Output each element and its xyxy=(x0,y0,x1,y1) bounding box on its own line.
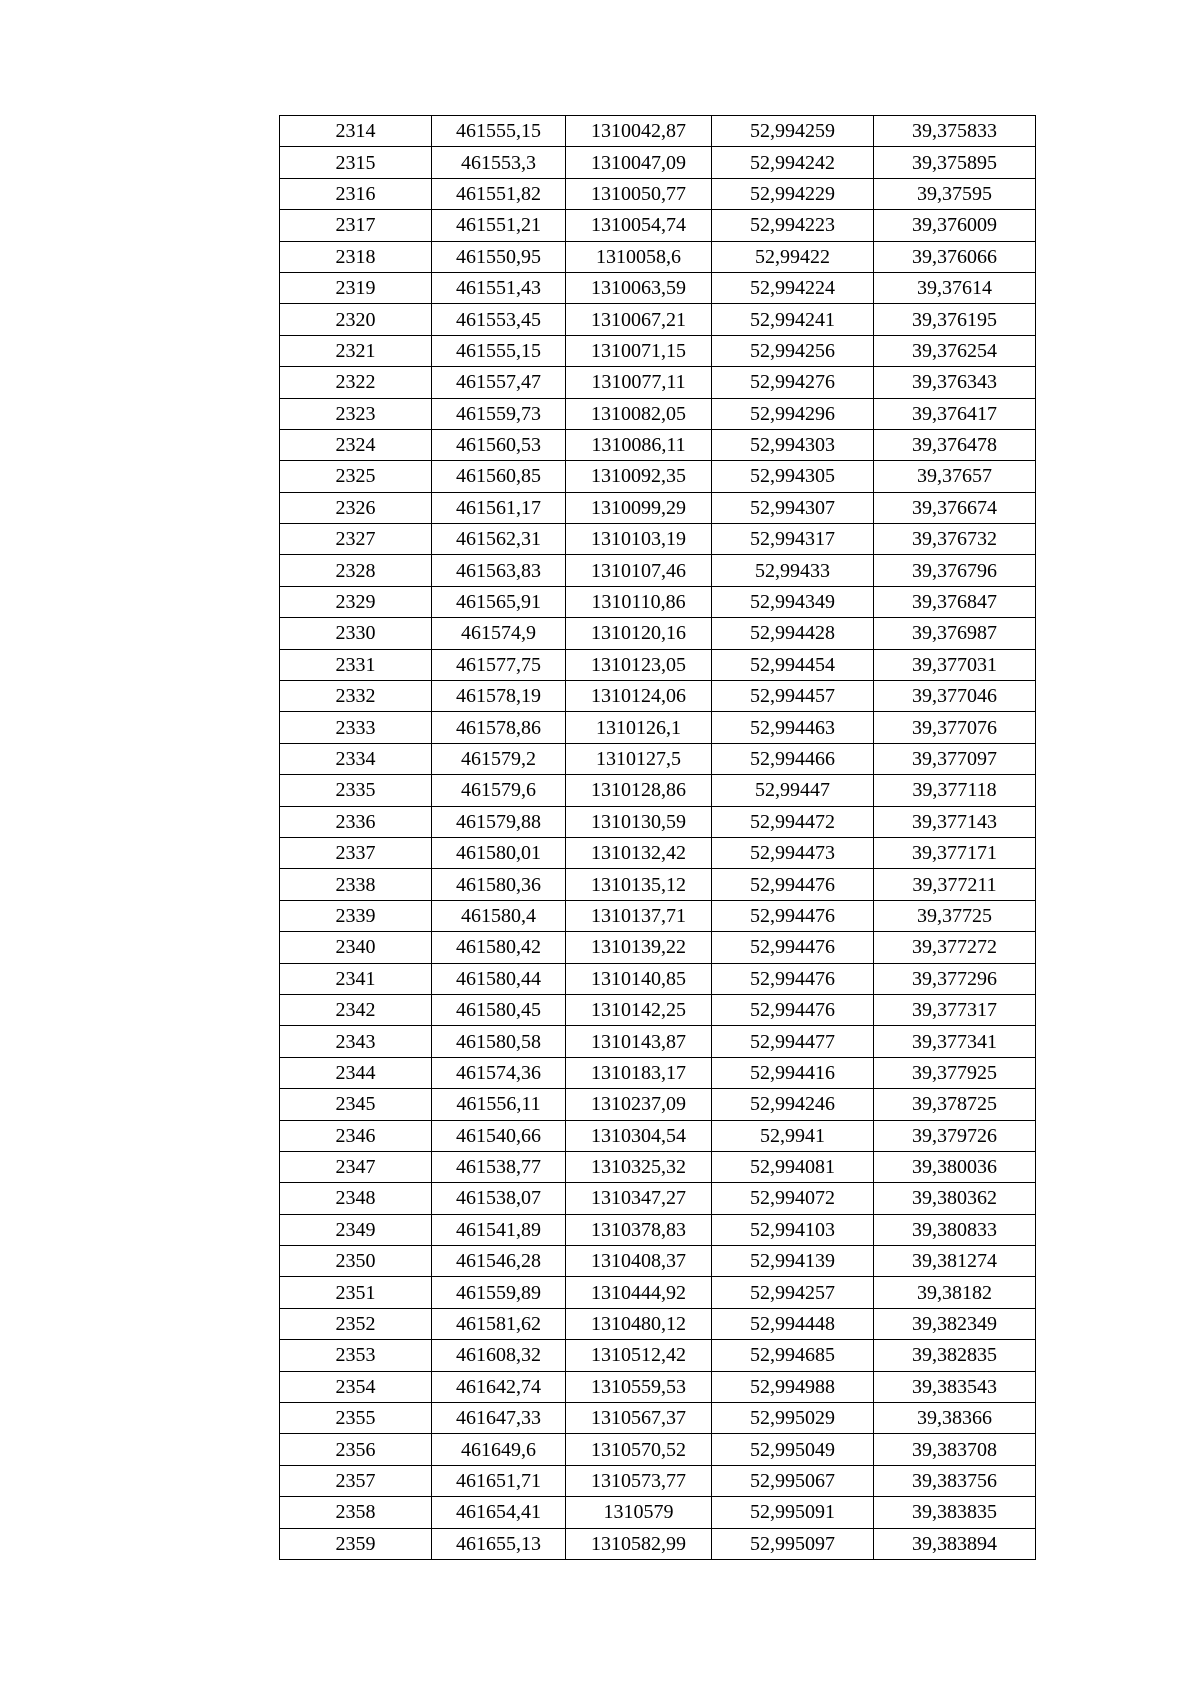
point-number-cell: 2354 xyxy=(280,1371,432,1402)
point-number-cell: 2321 xyxy=(280,335,432,366)
latitude-cell: 52,994349 xyxy=(712,586,874,617)
y-coordinate-cell: 1310067,21 xyxy=(566,304,712,335)
y-coordinate-cell: 1310137,71 xyxy=(566,900,712,931)
point-number-cell: 2335 xyxy=(280,775,432,806)
latitude-cell: 52,9941 xyxy=(712,1120,874,1151)
x-coordinate-cell: 461555,15 xyxy=(432,335,566,366)
longitude-cell: 39,376987 xyxy=(874,618,1036,649)
longitude-cell: 39,376343 xyxy=(874,367,1036,398)
point-number-cell: 2329 xyxy=(280,586,432,617)
table-row xyxy=(280,900,1036,931)
table-row xyxy=(280,1308,1036,1339)
longitude-cell: 39,377118 xyxy=(874,775,1036,806)
x-coordinate-cell: 461559,89 xyxy=(432,1277,566,1308)
latitude-cell: 52,995091 xyxy=(712,1497,874,1528)
x-coordinate-cell: 461579,2 xyxy=(432,743,566,774)
point-number-cell: 2347 xyxy=(280,1151,432,1182)
table-row xyxy=(280,837,1036,868)
table-row xyxy=(280,178,1036,209)
longitude-cell: 39,376847 xyxy=(874,586,1036,617)
latitude-cell: 52,994685 xyxy=(712,1340,874,1371)
table-row xyxy=(280,994,1036,1025)
point-number-cell: 2345 xyxy=(280,1089,432,1120)
point-number-cell: 2353 xyxy=(280,1340,432,1371)
table-row xyxy=(280,461,1036,492)
y-coordinate-cell: 1310378,83 xyxy=(566,1214,712,1245)
x-coordinate-cell: 461551,21 xyxy=(432,210,566,241)
point-number-cell: 2352 xyxy=(280,1308,432,1339)
longitude-cell: 39,376417 xyxy=(874,398,1036,429)
longitude-cell: 39,38182 xyxy=(874,1277,1036,1308)
y-coordinate-cell: 1310107,46 xyxy=(566,555,712,586)
latitude-cell: 52,994448 xyxy=(712,1308,874,1339)
table-row xyxy=(280,1465,1036,1496)
table-row xyxy=(280,1214,1036,1245)
table-row xyxy=(280,429,1036,460)
y-coordinate-cell: 1310042,87 xyxy=(566,116,712,147)
longitude-cell: 39,377211 xyxy=(874,869,1036,900)
point-number-cell: 2327 xyxy=(280,524,432,555)
latitude-cell: 52,994477 xyxy=(712,1026,874,1057)
x-coordinate-cell: 461551,43 xyxy=(432,272,566,303)
x-coordinate-cell: 461580,58 xyxy=(432,1026,566,1057)
point-number-cell: 2320 xyxy=(280,304,432,335)
table-row xyxy=(280,869,1036,900)
longitude-cell: 39,376066 xyxy=(874,241,1036,272)
y-coordinate-cell: 1310128,86 xyxy=(566,775,712,806)
table-row xyxy=(280,1089,1036,1120)
coordinates-table xyxy=(279,115,1036,1560)
latitude-cell: 52,995067 xyxy=(712,1465,874,1496)
longitude-cell: 39,376732 xyxy=(874,524,1036,555)
latitude-cell: 52,994476 xyxy=(712,900,874,931)
table-row xyxy=(280,586,1036,617)
y-coordinate-cell: 1310512,42 xyxy=(566,1340,712,1371)
point-number-cell: 2350 xyxy=(280,1246,432,1277)
table-row xyxy=(280,1120,1036,1151)
x-coordinate-cell: 461551,82 xyxy=(432,178,566,209)
point-number-cell: 2358 xyxy=(280,1497,432,1528)
latitude-cell: 52,994416 xyxy=(712,1057,874,1088)
y-coordinate-cell: 1310124,06 xyxy=(566,681,712,712)
x-coordinate-cell: 461608,32 xyxy=(432,1340,566,1371)
latitude-cell: 52,994428 xyxy=(712,618,874,649)
y-coordinate-cell: 1310325,32 xyxy=(566,1151,712,1182)
y-coordinate-cell: 1310050,77 xyxy=(566,178,712,209)
x-coordinate-cell: 461556,11 xyxy=(432,1089,566,1120)
y-coordinate-cell: 1310444,92 xyxy=(566,1277,712,1308)
longitude-cell: 39,383756 xyxy=(874,1465,1036,1496)
point-number-cell: 2326 xyxy=(280,492,432,523)
latitude-cell: 52,994246 xyxy=(712,1089,874,1120)
table-row xyxy=(280,524,1036,555)
latitude-cell: 52,994276 xyxy=(712,367,874,398)
point-number-cell: 2355 xyxy=(280,1403,432,1434)
y-coordinate-cell: 1310132,42 xyxy=(566,837,712,868)
latitude-cell: 52,994223 xyxy=(712,210,874,241)
y-coordinate-cell: 1310120,16 xyxy=(566,618,712,649)
longitude-cell: 39,37657 xyxy=(874,461,1036,492)
y-coordinate-cell: 1310140,85 xyxy=(566,963,712,994)
longitude-cell: 39,377272 xyxy=(874,932,1036,963)
y-coordinate-cell: 1310054,74 xyxy=(566,210,712,241)
point-number-cell: 2344 xyxy=(280,1057,432,1088)
latitude-cell: 52,99447 xyxy=(712,775,874,806)
y-coordinate-cell: 1310047,09 xyxy=(566,147,712,178)
latitude-cell: 52,994242 xyxy=(712,147,874,178)
x-coordinate-cell: 461563,83 xyxy=(432,555,566,586)
table-row xyxy=(280,712,1036,743)
longitude-cell: 39,383894 xyxy=(874,1528,1036,1559)
y-coordinate-cell: 1310480,12 xyxy=(566,1308,712,1339)
x-coordinate-cell: 461557,47 xyxy=(432,367,566,398)
y-coordinate-cell: 1310143,87 xyxy=(566,1026,712,1057)
point-number-cell: 2336 xyxy=(280,806,432,837)
longitude-cell: 39,376796 xyxy=(874,555,1036,586)
latitude-cell: 52,995029 xyxy=(712,1403,874,1434)
latitude-cell: 52,994257 xyxy=(712,1277,874,1308)
y-coordinate-cell: 1310063,59 xyxy=(566,272,712,303)
latitude-cell: 52,99422 xyxy=(712,241,874,272)
table-row xyxy=(280,649,1036,680)
y-coordinate-cell: 1310347,27 xyxy=(566,1183,712,1214)
x-coordinate-cell: 461580,01 xyxy=(432,837,566,868)
y-coordinate-cell: 1310099,29 xyxy=(566,492,712,523)
longitude-cell: 39,377097 xyxy=(874,743,1036,774)
longitude-cell: 39,376478 xyxy=(874,429,1036,460)
x-coordinate-cell: 461538,77 xyxy=(432,1151,566,1182)
latitude-cell: 52,994307 xyxy=(712,492,874,523)
point-number-cell: 2331 xyxy=(280,649,432,680)
table-row xyxy=(280,1246,1036,1277)
y-coordinate-cell: 1310582,99 xyxy=(566,1528,712,1559)
longitude-cell: 39,382835 xyxy=(874,1340,1036,1371)
longitude-cell: 39,37595 xyxy=(874,178,1036,209)
y-coordinate-cell: 1310567,37 xyxy=(566,1403,712,1434)
table-row xyxy=(280,743,1036,774)
table-row xyxy=(280,932,1036,963)
longitude-cell: 39,376009 xyxy=(874,210,1036,241)
longitude-cell: 39,376254 xyxy=(874,335,1036,366)
point-number-cell: 2322 xyxy=(280,367,432,398)
latitude-cell: 52,995049 xyxy=(712,1434,874,1465)
x-coordinate-cell: 461546,28 xyxy=(432,1246,566,1277)
table-row xyxy=(280,335,1036,366)
y-coordinate-cell: 1310304,54 xyxy=(566,1120,712,1151)
latitude-cell: 52,994472 xyxy=(712,806,874,837)
x-coordinate-cell: 461565,91 xyxy=(432,586,566,617)
latitude-cell: 52,994463 xyxy=(712,712,874,743)
table-row xyxy=(280,147,1036,178)
table-row xyxy=(280,1183,1036,1214)
y-coordinate-cell: 1310142,25 xyxy=(566,994,712,1025)
point-number-cell: 2328 xyxy=(280,555,432,586)
latitude-cell: 52,994259 xyxy=(712,116,874,147)
longitude-cell: 39,377143 xyxy=(874,806,1036,837)
table-row xyxy=(280,1403,1036,1434)
x-coordinate-cell: 461642,74 xyxy=(432,1371,566,1402)
longitude-cell: 39,379726 xyxy=(874,1120,1036,1151)
latitude-cell: 52,994476 xyxy=(712,932,874,963)
x-coordinate-cell: 461561,17 xyxy=(432,492,566,523)
point-number-cell: 2333 xyxy=(280,712,432,743)
y-coordinate-cell: 1310110,86 xyxy=(566,586,712,617)
y-coordinate-cell: 1310103,19 xyxy=(566,524,712,555)
table-row xyxy=(280,555,1036,586)
x-coordinate-cell: 461562,31 xyxy=(432,524,566,555)
longitude-cell: 39,380362 xyxy=(874,1183,1036,1214)
table-row xyxy=(280,492,1036,523)
point-number-cell: 2323 xyxy=(280,398,432,429)
x-coordinate-cell: 461647,33 xyxy=(432,1403,566,1434)
latitude-cell: 52,994454 xyxy=(712,649,874,680)
x-coordinate-cell: 461538,07 xyxy=(432,1183,566,1214)
x-coordinate-cell: 461560,85 xyxy=(432,461,566,492)
x-coordinate-cell: 461580,36 xyxy=(432,869,566,900)
y-coordinate-cell: 1310092,35 xyxy=(566,461,712,492)
x-coordinate-cell: 461579,6 xyxy=(432,775,566,806)
point-number-cell: 2351 xyxy=(280,1277,432,1308)
point-number-cell: 2359 xyxy=(280,1528,432,1559)
x-coordinate-cell: 461560,53 xyxy=(432,429,566,460)
y-coordinate-cell: 1310077,11 xyxy=(566,367,712,398)
latitude-cell: 52,994081 xyxy=(712,1151,874,1182)
x-coordinate-cell: 461654,41 xyxy=(432,1497,566,1528)
longitude-cell: 39,37725 xyxy=(874,900,1036,931)
table-row xyxy=(280,398,1036,429)
longitude-cell: 39,383543 xyxy=(874,1371,1036,1402)
longitude-cell: 39,377341 xyxy=(874,1026,1036,1057)
y-coordinate-cell: 1310127,5 xyxy=(566,743,712,774)
x-coordinate-cell: 461559,73 xyxy=(432,398,566,429)
y-coordinate-cell: 1310086,11 xyxy=(566,429,712,460)
x-coordinate-cell: 461578,86 xyxy=(432,712,566,743)
point-number-cell: 2341 xyxy=(280,963,432,994)
y-coordinate-cell: 1310082,05 xyxy=(566,398,712,429)
table-row xyxy=(280,1057,1036,1088)
y-coordinate-cell: 1310408,37 xyxy=(566,1246,712,1277)
longitude-cell: 39,377317 xyxy=(874,994,1036,1025)
x-coordinate-cell: 461540,66 xyxy=(432,1120,566,1151)
longitude-cell: 39,383835 xyxy=(874,1497,1036,1528)
latitude-cell: 52,99433 xyxy=(712,555,874,586)
longitude-cell: 39,377296 xyxy=(874,963,1036,994)
table-row xyxy=(280,367,1036,398)
x-coordinate-cell: 461578,19 xyxy=(432,681,566,712)
x-coordinate-cell: 461580,44 xyxy=(432,963,566,994)
coordinates-table-body xyxy=(280,116,1036,1560)
y-coordinate-cell: 1310139,22 xyxy=(566,932,712,963)
latitude-cell: 52,994072 xyxy=(712,1183,874,1214)
latitude-cell: 52,994473 xyxy=(712,837,874,868)
point-number-cell: 2340 xyxy=(280,932,432,963)
table-row xyxy=(280,304,1036,335)
table-row xyxy=(280,963,1036,994)
table-row xyxy=(280,1151,1036,1182)
latitude-cell: 52,994256 xyxy=(712,335,874,366)
longitude-cell: 39,383708 xyxy=(874,1434,1036,1465)
y-coordinate-cell: 1310579 xyxy=(566,1497,712,1528)
latitude-cell: 52,994103 xyxy=(712,1214,874,1245)
x-coordinate-cell: 461553,3 xyxy=(432,147,566,178)
table-row xyxy=(280,272,1036,303)
point-number-cell: 2319 xyxy=(280,272,432,303)
table-row xyxy=(280,1528,1036,1559)
latitude-cell: 52,994466 xyxy=(712,743,874,774)
point-number-cell: 2334 xyxy=(280,743,432,774)
latitude-cell: 52,994296 xyxy=(712,398,874,429)
x-coordinate-cell: 461580,45 xyxy=(432,994,566,1025)
x-coordinate-cell: 461580,4 xyxy=(432,900,566,931)
table-row xyxy=(280,806,1036,837)
y-coordinate-cell: 1310058,6 xyxy=(566,241,712,272)
x-coordinate-cell: 461580,42 xyxy=(432,932,566,963)
table-row xyxy=(280,1434,1036,1465)
y-coordinate-cell: 1310183,17 xyxy=(566,1057,712,1088)
point-number-cell: 2339 xyxy=(280,900,432,931)
table-row xyxy=(280,210,1036,241)
longitude-cell: 39,377046 xyxy=(874,681,1036,712)
x-coordinate-cell: 461574,36 xyxy=(432,1057,566,1088)
latitude-cell: 52,994317 xyxy=(712,524,874,555)
latitude-cell: 52,994241 xyxy=(712,304,874,335)
longitude-cell: 39,375833 xyxy=(874,116,1036,147)
point-number-cell: 2357 xyxy=(280,1465,432,1496)
latitude-cell: 52,994229 xyxy=(712,178,874,209)
point-number-cell: 2325 xyxy=(280,461,432,492)
latitude-cell: 52,994303 xyxy=(712,429,874,460)
table-row xyxy=(280,1371,1036,1402)
longitude-cell: 39,378725 xyxy=(874,1089,1036,1120)
latitude-cell: 52,994988 xyxy=(712,1371,874,1402)
point-number-cell: 2315 xyxy=(280,147,432,178)
x-coordinate-cell: 461649,6 xyxy=(432,1434,566,1465)
longitude-cell: 39,381274 xyxy=(874,1246,1036,1277)
latitude-cell: 52,994305 xyxy=(712,461,874,492)
point-number-cell: 2314 xyxy=(280,116,432,147)
x-coordinate-cell: 461555,15 xyxy=(432,116,566,147)
x-coordinate-cell: 461553,45 xyxy=(432,304,566,335)
point-number-cell: 2343 xyxy=(280,1026,432,1057)
point-number-cell: 2316 xyxy=(280,178,432,209)
y-coordinate-cell: 1310126,1 xyxy=(566,712,712,743)
table-row xyxy=(280,1277,1036,1308)
point-number-cell: 2317 xyxy=(280,210,432,241)
longitude-cell: 39,37614 xyxy=(874,272,1036,303)
table-row xyxy=(280,1340,1036,1371)
point-number-cell: 2318 xyxy=(280,241,432,272)
x-coordinate-cell: 461581,62 xyxy=(432,1308,566,1339)
table-row xyxy=(280,681,1036,712)
latitude-cell: 52,994476 xyxy=(712,869,874,900)
y-coordinate-cell: 1310071,15 xyxy=(566,335,712,366)
point-number-cell: 2356 xyxy=(280,1434,432,1465)
point-number-cell: 2338 xyxy=(280,869,432,900)
longitude-cell: 39,380036 xyxy=(874,1151,1036,1182)
y-coordinate-cell: 1310559,53 xyxy=(566,1371,712,1402)
x-coordinate-cell: 461574,9 xyxy=(432,618,566,649)
table-row xyxy=(280,618,1036,649)
longitude-cell: 39,375895 xyxy=(874,147,1036,178)
point-number-cell: 2346 xyxy=(280,1120,432,1151)
point-number-cell: 2324 xyxy=(280,429,432,460)
longitude-cell: 39,382349 xyxy=(874,1308,1036,1339)
y-coordinate-cell: 1310570,52 xyxy=(566,1434,712,1465)
table-row xyxy=(280,1497,1036,1528)
latitude-cell: 52,994139 xyxy=(712,1246,874,1277)
point-number-cell: 2348 xyxy=(280,1183,432,1214)
latitude-cell: 52,994476 xyxy=(712,963,874,994)
x-coordinate-cell: 461577,75 xyxy=(432,649,566,680)
y-coordinate-cell: 1310573,77 xyxy=(566,1465,712,1496)
longitude-cell: 39,377171 xyxy=(874,837,1036,868)
point-number-cell: 2342 xyxy=(280,994,432,1025)
y-coordinate-cell: 1310237,09 xyxy=(566,1089,712,1120)
longitude-cell: 39,376195 xyxy=(874,304,1036,335)
point-number-cell: 2332 xyxy=(280,681,432,712)
point-number-cell: 2330 xyxy=(280,618,432,649)
latitude-cell: 52,995097 xyxy=(712,1528,874,1559)
longitude-cell: 39,380833 xyxy=(874,1214,1036,1245)
longitude-cell: 39,377076 xyxy=(874,712,1036,743)
latitude-cell: 52,994457 xyxy=(712,681,874,712)
y-coordinate-cell: 1310130,59 xyxy=(566,806,712,837)
point-number-cell: 2337 xyxy=(280,837,432,868)
table-row xyxy=(280,775,1036,806)
latitude-cell: 52,994476 xyxy=(712,994,874,1025)
y-coordinate-cell: 1310123,05 xyxy=(566,649,712,680)
table-row xyxy=(280,1026,1036,1057)
longitude-cell: 39,377031 xyxy=(874,649,1036,680)
table-row xyxy=(280,116,1036,147)
y-coordinate-cell: 1310135,12 xyxy=(566,869,712,900)
x-coordinate-cell: 461579,88 xyxy=(432,806,566,837)
latitude-cell: 52,994224 xyxy=(712,272,874,303)
longitude-cell: 39,377925 xyxy=(874,1057,1036,1088)
x-coordinate-cell: 461541,89 xyxy=(432,1214,566,1245)
point-number-cell: 2349 xyxy=(280,1214,432,1245)
longitude-cell: 39,38366 xyxy=(874,1403,1036,1434)
x-coordinate-cell: 461651,71 xyxy=(432,1465,566,1496)
x-coordinate-cell: 461550,95 xyxy=(432,241,566,272)
table-row xyxy=(280,241,1036,272)
longitude-cell: 39,376674 xyxy=(874,492,1036,523)
x-coordinate-cell: 461655,13 xyxy=(432,1528,566,1559)
